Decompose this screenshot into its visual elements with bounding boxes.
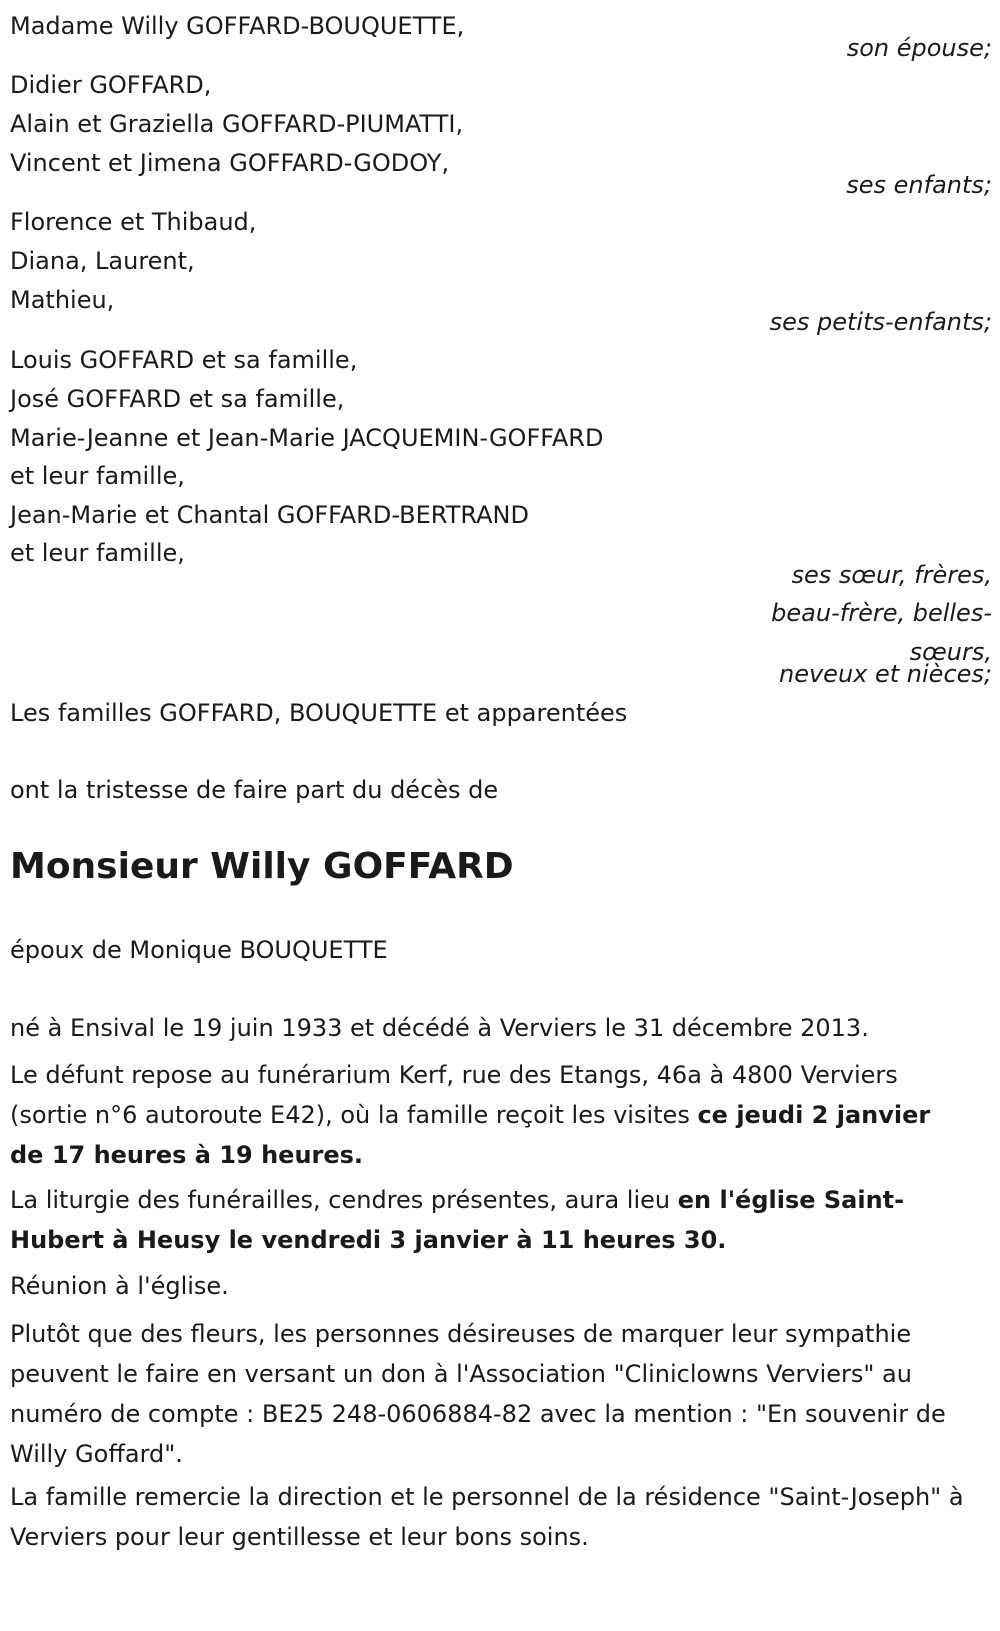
announcement: ont la tristesse de faire part du décès de bbox=[10, 776, 499, 804]
spouse-relation: son épouse; bbox=[846, 34, 992, 62]
sibling-name-1: Louis GOFFARD et sa famille, bbox=[10, 346, 358, 374]
liturgy-text: La liturgie des funérailles, cendres présentes, aura lieu bbox=[10, 1186, 678, 1214]
sibling-name-5: Jean-Marie et Chantal GOFFARD-BERTRAND bbox=[10, 501, 529, 529]
child-name-2: Alain et Graziella GOFFARD-PIUMATTI, bbox=[10, 110, 464, 138]
visitation-paragraph bbox=[10, 1055, 970, 1175]
sibling-name-3: Marie-Jeanne et Jean-Marie JACQUEMIN-GOFFARD bbox=[10, 424, 604, 452]
birth-death: né à Ensival le 19 juin 1933 et décédé à Verviers le 31 décembre 2013. bbox=[10, 1014, 869, 1042]
grandchild-name-1: Florence et Thibaud, bbox=[10, 208, 257, 236]
visitation-text: Le défunt repose au funérarium Kerf, rue des Etangs, 46a à 4800 Verviers (sortie n°6 autoroute E42), où la famille reçoit les visites bbox=[10, 1061, 898, 1129]
grandchild-name-2: Diana, Laurent, bbox=[10, 247, 195, 275]
grandchildren-relation: ses petits-enfants; bbox=[769, 308, 992, 336]
siblings-relation-1: ses sœur, frères, bbox=[791, 561, 992, 589]
donation-paragraph: Plutôt que des fleurs, les personnes désireuses de marquer leur sympathie peuvent le faire en versant un don à l'Association "Cliniclowns Verviers" au numéro de compte : BE25 248-0606884-82 avec la mention : "En souvenir de Willy Goffard". bbox=[10, 1320, 946, 1468]
deceased-name: Monsieur Willy GOFFARD bbox=[10, 846, 514, 887]
meeting-line: Réunion à l'église. bbox=[10, 1272, 229, 1300]
spouse-name: Madame Willy GOFFARD-BOUQUETTE, bbox=[10, 12, 465, 40]
liturgy-bold: en l'église Saint-Hubert à Heusy le vendredi 3 janvier à 11 heures 30. bbox=[10, 1186, 905, 1254]
siblings-relation-2: beau-frère, belles- bbox=[771, 599, 992, 627]
grandchild-name-3: Mathieu, bbox=[10, 286, 115, 314]
visitation-bold: ce jeudi 2 janvier de 17 heures à 19 heures. bbox=[10, 1101, 931, 1169]
sibling-name-2: José GOFFARD et sa famille, bbox=[10, 385, 345, 413]
child-name-3: Vincent et Jimena GOFFARD-GODOY, bbox=[10, 149, 450, 177]
liturgy-paragraph bbox=[10, 1180, 970, 1260]
siblings-relation-3: sœurs, bbox=[909, 638, 992, 666]
children-relation: ses enfants; bbox=[846, 171, 992, 199]
child-name-1: Didier GOFFARD, bbox=[10, 71, 212, 99]
families-line: Les familles GOFFARD, BOUQUETTE et apparentées bbox=[10, 699, 628, 727]
sibling-name-4: et leur famille, bbox=[10, 462, 185, 490]
thanks-paragraph: La famille remercie la direction et le personnel de la résidence "Saint-Joseph" à Verviers pour leur gentillesse et leur bons soins. bbox=[10, 1483, 964, 1551]
spouse-of: époux de Monique BOUQUETTE bbox=[10, 936, 388, 964]
sibling-name-6: et leur famille, bbox=[10, 539, 185, 567]
siblings-relation-4: neveux et nièces; bbox=[779, 660, 992, 688]
